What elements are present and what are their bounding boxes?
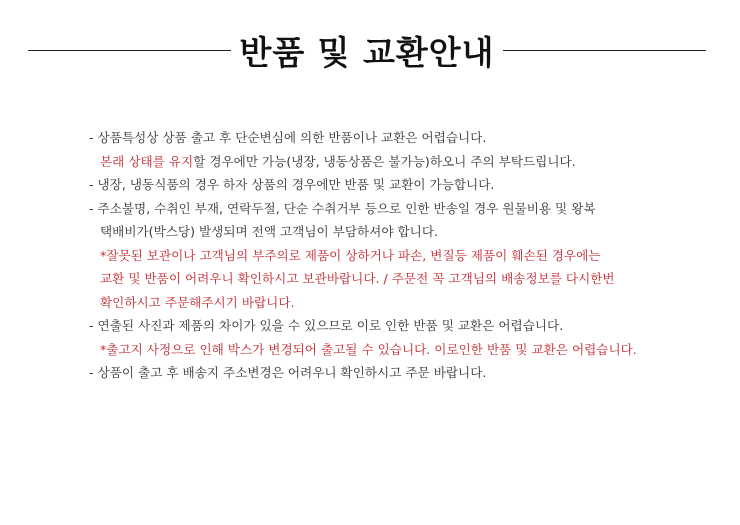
notice-item-simple-change-cont	[89, 150, 719, 174]
storage-warning-line: *잘못된 보관이나 고객님의 부주의로 제품이 상하거나 파손, 변질등 제품이 훼손된 경우에는	[100, 247, 601, 263]
header-right-rule	[503, 50, 706, 51]
notice-text: 할 경우에만 가능(냉장, 냉동상품은 불가능)하오니 주의 부탁드립니다.	[193, 153, 576, 169]
notice-item-frozen-food: - 냉장, 냉동식품의 경우 하자 상품의 경우에만 반품 및 교환이 가능합니다.	[89, 177, 495, 192]
return-exchange-notice	[89, 126, 719, 385]
storage-warning-line: 교환 및 반품이 어려우니 확인하시고 보관바랍니다. / 주문전 꼭 고객님의 배송정보를 다시한번	[100, 271, 615, 286]
storage-warning-line: 확인하시고 주문해주시기 바랍니다.	[100, 294, 295, 310]
notice-item-address-change: - 상품이 출고 후 배송지 주소변경은 어려우니 확인하시고 주문 바랍니다.	[89, 365, 487, 380]
header-left-rule	[28, 50, 231, 51]
notice-item-return-cost: - 주소불명, 수취인 부재, 연락두절, 단순 수취거부 등으로 인한 반송일 경우 원물비용 및 왕복	[89, 200, 596, 216]
notice-item-photo-difference: - 연출된 사진과 제품의 차이가 있을 수 있으므로 이로 인한 반품 및 교환은 어렵습니다.	[89, 318, 564, 333]
notice-item-simple-change: - 상품특성상 상품 출고 후 단순변심에 의한 반품이나 교환은 어렵습니다.	[89, 130, 487, 145]
page-header	[28, 28, 706, 72]
shipping-box-warning: *출고지 사정으로 인해 박스가 변경되어 출고될 수 있습니다. 이로인한 반품 및 교환은 어렵습니다.	[100, 341, 637, 357]
notice-item-return-cost-cont: 택배비가(박스당) 발생되며 전액 고객님이 부담하셔야 합니다.	[100, 224, 438, 239]
highlight-original-condition: 본래 상태를 유지	[100, 153, 194, 169]
page-title: 반품 및 교환안내	[239, 32, 495, 72]
